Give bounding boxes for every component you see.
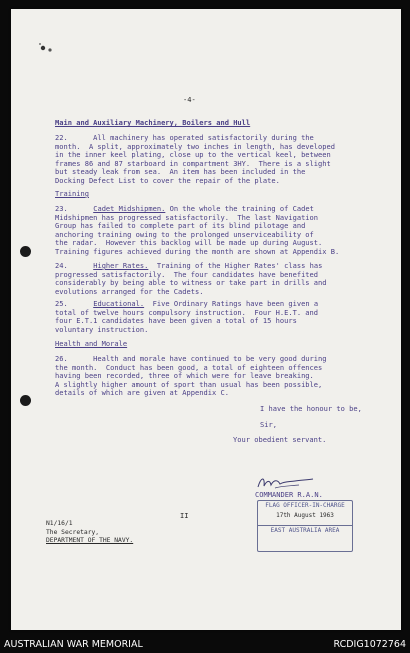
paragraph-26-line: A slightly higher amount of sport than usual has been possible, xyxy=(55,379,323,389)
section-heading-health: Health and Morale xyxy=(55,339,128,348)
paragraph-24-line: evolutions arranged for the Cadets. xyxy=(55,286,204,296)
paragraph-23-line: the radar. However this backlog will be made up during August. xyxy=(55,238,323,247)
paragraph-26-line: having been recorded, three of which were for leave breaking. xyxy=(55,371,314,380)
paragraph-23-line: Midshipmen has progressed satisfactorily. The last Navigation xyxy=(55,212,319,222)
page-number: -4- xyxy=(183,95,196,104)
punch-hole-bottom xyxy=(20,395,31,406)
section-heading-training: Training xyxy=(55,189,89,198)
closing-honour: I have the honour to be, xyxy=(260,404,362,413)
paragraph-23-line: Training figures achieved during the month are shown at Appendix B. xyxy=(55,246,340,256)
closing-sir: Sir, xyxy=(260,420,277,429)
archive-footer xyxy=(0,637,410,653)
roman-numeral: II xyxy=(180,511,189,520)
stamp-line-3: EAST AUSTRALIA AREA xyxy=(258,525,352,536)
paragraph-22-line: but steady leak from sea. An item has been included in the xyxy=(55,167,306,176)
section-heading-machinery: Main and Auxiliary Machinery, Boilers and Hull xyxy=(55,118,251,127)
paragraph-22-line: month. A split, approximately two inches in length, has developed xyxy=(55,141,336,151)
flag-officer-stamp xyxy=(257,500,353,552)
paragraph-25-number: 25. xyxy=(55,299,68,308)
paragraph-26-line: the month. Conduct has been good, a total of eighteen offences xyxy=(55,362,323,372)
paragraph-24-number: 24. xyxy=(55,261,68,270)
paragraph-23-number: 23. xyxy=(55,204,68,213)
paragraph-24-first-text: Training of the Higher Rates' class has xyxy=(148,261,323,270)
paragraph-25-title: Educational. xyxy=(93,299,145,308)
paragraph-26-line: 26. Health and morale have continued to be very good during xyxy=(55,354,327,363)
paragraph-23-first-text: On the whole the training of Cadet xyxy=(165,204,314,213)
signature-rank: COMMANDER R.A.N. xyxy=(255,490,323,499)
punch-hole-top xyxy=(20,246,31,257)
ink-smudge xyxy=(37,41,59,55)
stamp-line-1: FLAG OFFICER-IN-CHARGE xyxy=(265,502,345,509)
addressee-line-2: DEPARTMENT OF THE NAVY. xyxy=(46,537,134,544)
paragraph-24-line: progressed satisfactorily. The four candidates have benefited xyxy=(55,269,319,279)
footer-institution: AUSTRALIAN WAR MEMORIAL xyxy=(4,639,143,650)
footer-record-id: RCDIG1072764 xyxy=(333,639,406,650)
paragraph-22-line: in the inner keel plating, close up to the vertical keel, between xyxy=(55,150,331,159)
paragraph-23-title: Cadet Midshipmen. xyxy=(93,204,166,213)
addressee-line-1: The Secretary, xyxy=(46,529,100,536)
paragraph-25-first-text: Five Ordinary Ratings have been given a xyxy=(144,299,319,308)
paragraph-22-line: frames 86 and 87 starboard in compartment 3HY. There is a slight xyxy=(55,158,331,168)
paragraph-23-line: Group has failed to complete part of its blind pilotage and xyxy=(55,221,306,230)
paragraph-25-line: four E.T.1 candidates have been given a total of 15 hours xyxy=(55,316,297,325)
closing-servant: Your obedient servant. xyxy=(233,435,327,444)
paragraph-23-line: anchoring training owing to the prolonged unserviceability of xyxy=(55,229,314,239)
paragraph-25-line: voluntary instruction. xyxy=(55,324,149,334)
paragraph-24-title: Higher Rates. xyxy=(93,261,149,270)
file-reference: N1/16/1 xyxy=(46,520,73,527)
paragraph-25-line: total of twelve hours compulsory instruction. Four H.E.T. and xyxy=(55,307,319,317)
paragraph-24-line: considerably by being able to witness or take part in drills and xyxy=(55,278,327,287)
stamp-line-2: 17th August 1963 xyxy=(276,512,334,519)
paragraph-26-line: details of which are given at Appendix C. xyxy=(55,388,229,397)
paragraph-22-line: Docking Defect List to cover the repair of the plate. xyxy=(55,175,280,185)
paragraph-22-line: 22. All machinery has operated satisfactorily during the xyxy=(55,133,314,142)
